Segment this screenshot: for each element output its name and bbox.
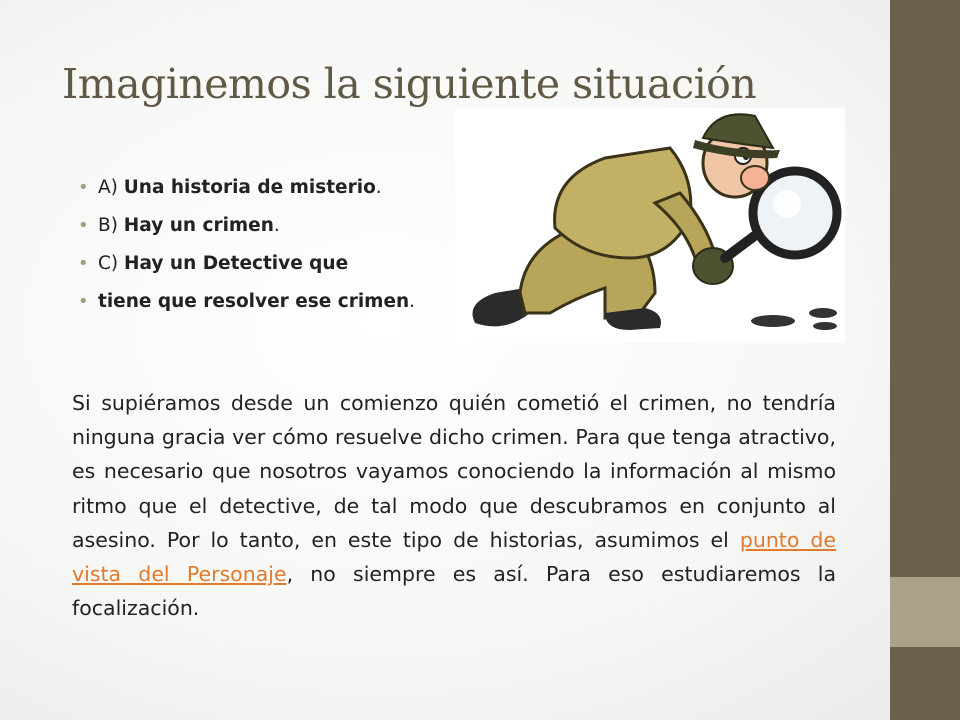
bullet-icon: • xyxy=(78,177,89,198)
point-of-view-link[interactable]: punto de vista del Personaje xyxy=(72,527,836,587)
bullet-icon: • xyxy=(78,291,89,312)
bullet-item: • tiene que resolver ese crimen. xyxy=(78,288,415,326)
bullet-icon: • xyxy=(78,253,89,274)
bullet-item: • C) Hay un Detective que xyxy=(78,250,415,288)
slide-title: Imaginemos la siguiente situación xyxy=(62,60,757,108)
bullet-list xyxy=(78,174,415,326)
bullet-item: • A) Una historia de misterio. xyxy=(78,174,415,212)
body-paragraph: Si supiéramos desde un comienzo quién cometió el crimen, no tendría ninguna gracia ver cómo resuelve dicho crimen. Para que tenga atractivo, es necesario que nosotros vayamos conociendo la información al mismo ritmo que el detective, de tal modo que descubramos en conjunto al asesino. Por lo tanto, en este tipo de historias, asumimos el punto de vista del Personaje, no siempre es así. Para eso estudiaremos la focalización. xyxy=(72,391,837,621)
detective-magnifying-glass-illustration-icon xyxy=(455,108,845,343)
bullet-item: • B) Hay un crimen. xyxy=(78,212,415,250)
sidebar-light-block xyxy=(890,577,960,647)
bullet-icon: • xyxy=(78,215,89,236)
